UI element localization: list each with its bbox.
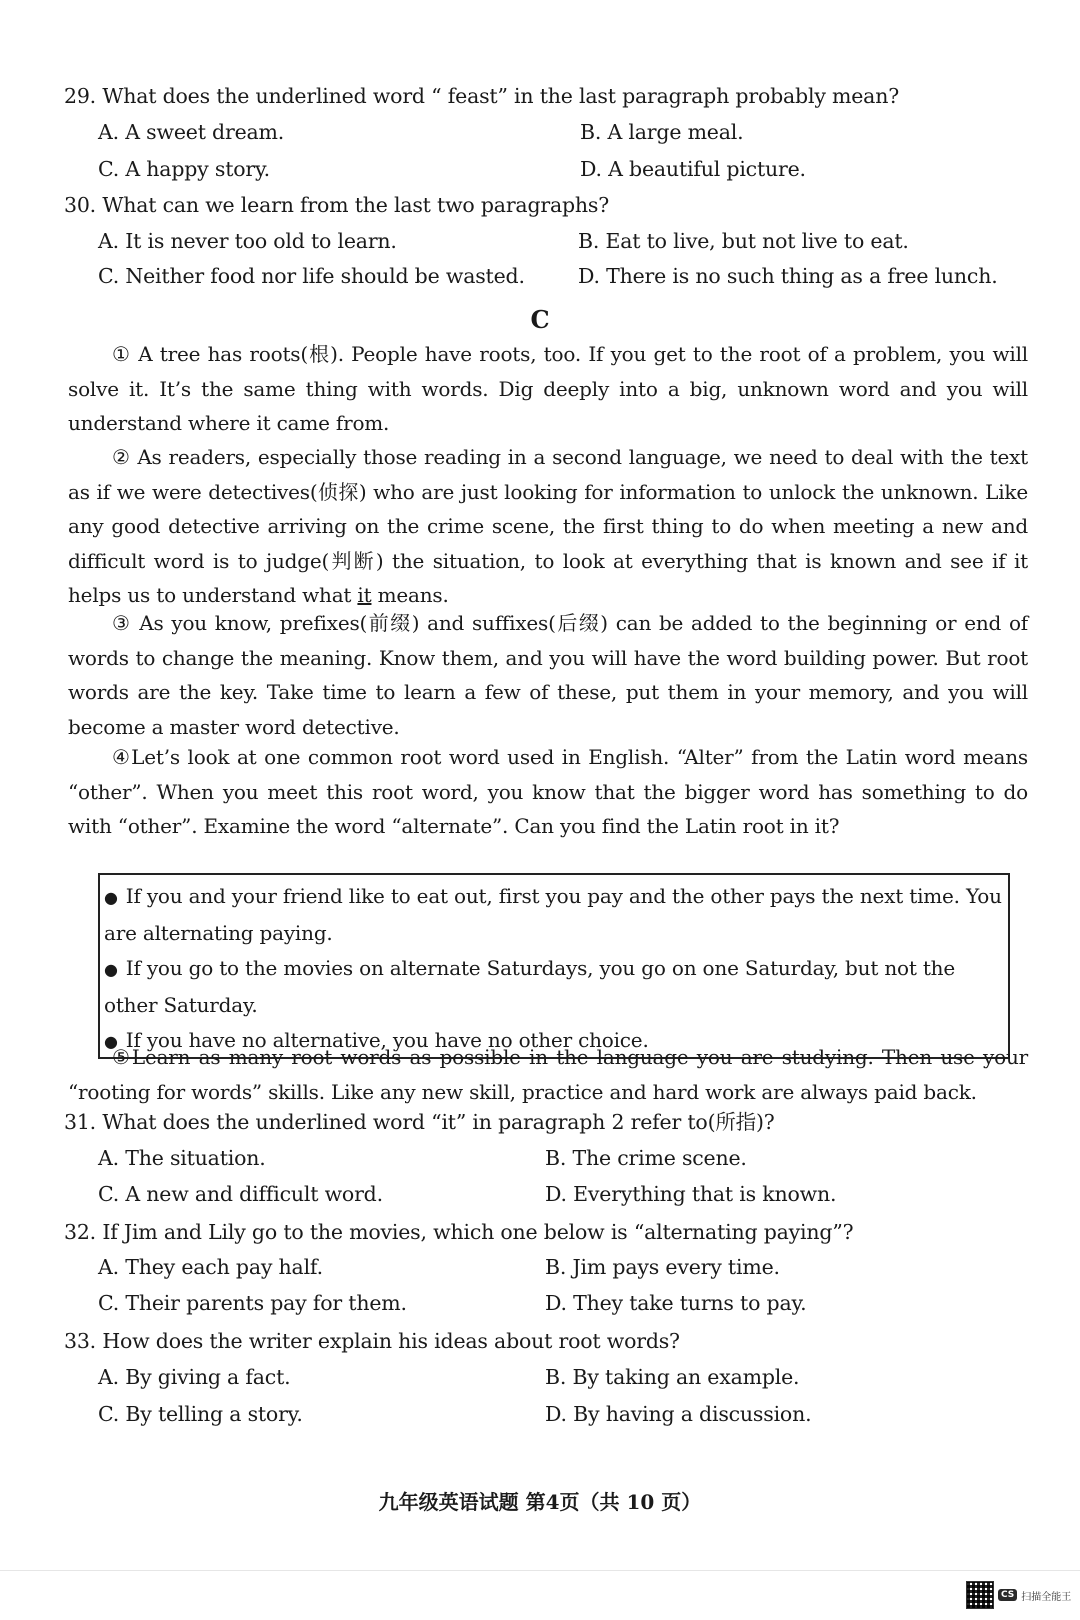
example-3-text: If you have no alternative, you have no other choice. (125, 1028, 649, 1052)
paragraph-1 (68, 337, 1028, 441)
q31-option-a: A. The situation. (98, 1146, 266, 1170)
question-32-stem: 32. If Jim and Lily go to the movies, which one below is “alternating paying”? (64, 1220, 854, 1244)
q29-option-a: A. A sweet dream. (98, 120, 285, 144)
q29-option-d: D. A beautiful picture. (580, 157, 806, 181)
underlined-word-it: it (357, 583, 372, 607)
example-item (104, 951, 1004, 1023)
q32-option-a: A. They each pay half. (98, 1255, 323, 1279)
bullet-icon: ● (104, 960, 118, 979)
examples-box (98, 873, 1010, 1059)
q32-option-c: C. Their parents pay for them. (98, 1291, 407, 1315)
q33-option-c: C. By telling a story. (98, 1402, 303, 1426)
camscanner-text: 扫描全能王 (1021, 1591, 1072, 1603)
qr-code-icon (966, 1581, 994, 1609)
bullet-icon: ● (104, 1032, 118, 1051)
q33-option-b: B. By taking an example. (545, 1365, 800, 1389)
paragraph-2-text: ② As readers, especially those reading in a second language, we need to deal with the text as if we were detectives(侦探) who are just looking for information to unlock the unknown. Like any good detective arriving on the crime scene, the first thing to do when meeting a new and difficult word is to judge(判断) the situation, to look at everything that is known and see if it helps us to understand what (68, 445, 1028, 607)
q31-option-d: D. Everything that is known. (545, 1182, 837, 1206)
paragraph-4 (68, 740, 1028, 844)
paragraph-4-text: ④Let’s look at one common root word used in English. “Alter” from the Latin word means “other”. When you meet this root word, you know that the bigger word has something to do with “other”. Examine the word “alternate”. Can you find the Latin root in it? (68, 745, 1028, 838)
q29-option-b: B. A large meal. (580, 120, 744, 144)
section-heading: C (530, 305, 550, 334)
q32-option-b: B. Jim pays every time. (545, 1255, 780, 1279)
q29-option-c: C. A happy story. (98, 157, 270, 181)
question-30-stem: 30. What can we learn from the last two paragraphs? (64, 193, 610, 217)
paragraph-2-end: means. (371, 583, 449, 607)
example-item (104, 879, 1004, 951)
q33-option-a: A. By giving a fact. (98, 1365, 291, 1389)
paragraph-3-text: ③ As you know, prefixes(前缀) and suffixes(后缀) can be added to the beginning or end of words to change the meaning. Know them, and you will have the word building power. But root words are the key. Take time to learn a few of these, put them in your memory, and you will become a master word detective. (68, 611, 1028, 739)
q30-option-c: C. Neither food nor life should be wasted. (98, 264, 525, 288)
q33-option-d: D. By having a discussion. (545, 1402, 812, 1426)
paragraph-3 (68, 606, 1028, 744)
q30-option-b: B. Eat to live, but not live to eat. (578, 229, 909, 253)
q30-option-a: A. It is never too old to learn. (98, 229, 397, 253)
paragraph-5 (68, 1040, 1028, 1109)
page-bottom-divider (0, 1570, 1080, 1571)
question-29-stem: 29. What does the underlined word “ feast” in the last paragraph probably mean? (64, 84, 900, 108)
q31-option-c: C. A new and difficult word. (98, 1182, 383, 1206)
example-1-text: If you and your friend like to eat out, first you pay and the other pays the next time. You are alternating paying. (104, 884, 1002, 945)
page-footer: 九年级英语试题 第4页（共 10 页） (378, 1490, 702, 1514)
paragraph-2 (68, 440, 1028, 613)
q32-option-d: D. They take turns to pay. (545, 1291, 807, 1315)
example-2-text: If you go to the movies on alternate Saturdays, you go on one Saturday, but not the other Saturday. (104, 956, 955, 1017)
camscanner-logo: CS (998, 1589, 1017, 1601)
question-31-stem: 31. What does the underlined word “it” in paragraph 2 refer to(所指)? (64, 1110, 775, 1134)
paragraph-5-text: ⑤Learn as many root words as possible in the language you are studying. Then use your “rooting for words” skills. Like any new skill, practice and hard work are always paid back. (68, 1045, 1028, 1104)
paragraph-1-text: ① A tree has roots(根). People have roots, too. If you get to the root of a problem, you will solve it. It’s the same thing with words. Dig deeply into a big, unknown word and you will understand where it came from. (68, 342, 1028, 435)
q31-option-b: B. The crime scene. (545, 1146, 747, 1170)
bullet-icon: ● (104, 888, 118, 907)
scanner-watermark (966, 1581, 1071, 1609)
q30-option-d: D. There is no such thing as a free lunch. (578, 264, 998, 288)
question-33-stem: 33. How does the writer explain his ideas about root words? (64, 1329, 680, 1353)
